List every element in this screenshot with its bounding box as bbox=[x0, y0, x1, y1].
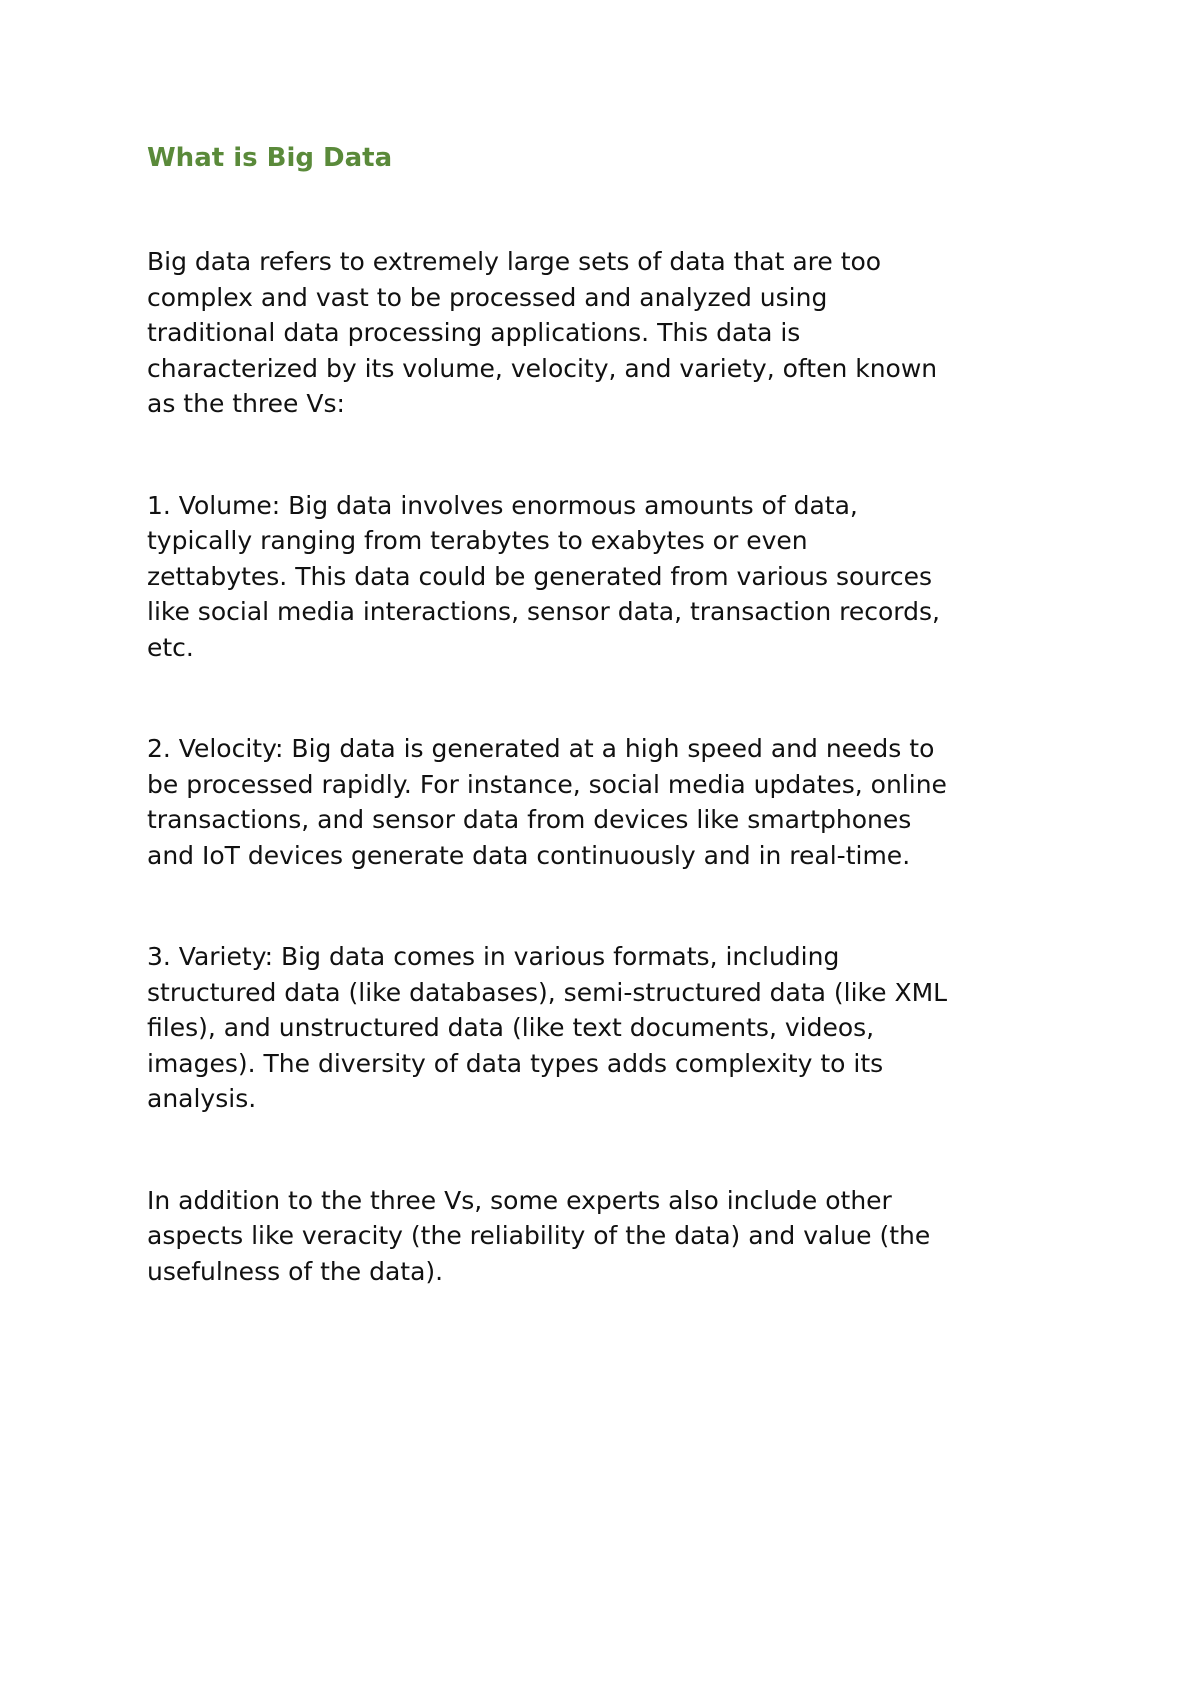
velocity-paragraph: 2. Velocity: Big data is generated at a high speed and needs to be processed rapidly. For instance, social media updates, online transactions, and sensor data from devices like smartphones and IoT devices generate data continuously and in real-time. bbox=[147, 734, 947, 870]
variety-paragraph: 3. Variety: Big data comes in various formats, including structured data (like databases), semi-structured data (like XML files), and unstructured data (like text documents, videos, images). The diversity of data types adds complexity to its analysis. bbox=[147, 942, 948, 1113]
spacer bbox=[147, 665, 1077, 731]
spacer bbox=[147, 176, 1077, 244]
closing-paragraph: In addition to the three Vs, some experts also include other aspects like veracity (the reliability of the data) and value (the usefulness of the data). bbox=[147, 1185, 931, 1286]
spacer bbox=[147, 1117, 1077, 1183]
spacer bbox=[147, 422, 1077, 488]
intro-paragraph: Big data refers to extremely large sets of data that are too complex and vast to be processed and analyzed using traditional data processing applications. This data is characterized by its volume, velocity, and variety, often known as the three Vs: bbox=[147, 247, 938, 418]
document-title: What is Big Data bbox=[147, 143, 393, 173]
spacer bbox=[147, 873, 1077, 939]
document-body bbox=[147, 140, 1077, 1289]
volume-paragraph: 1. Volume: Big data involves enormous amounts of data, typically ranging from terabytes to exabytes or even zettabytes. This data could be generated from various sources like social media interactions, sensor data, transaction records, etc. bbox=[147, 490, 940, 662]
